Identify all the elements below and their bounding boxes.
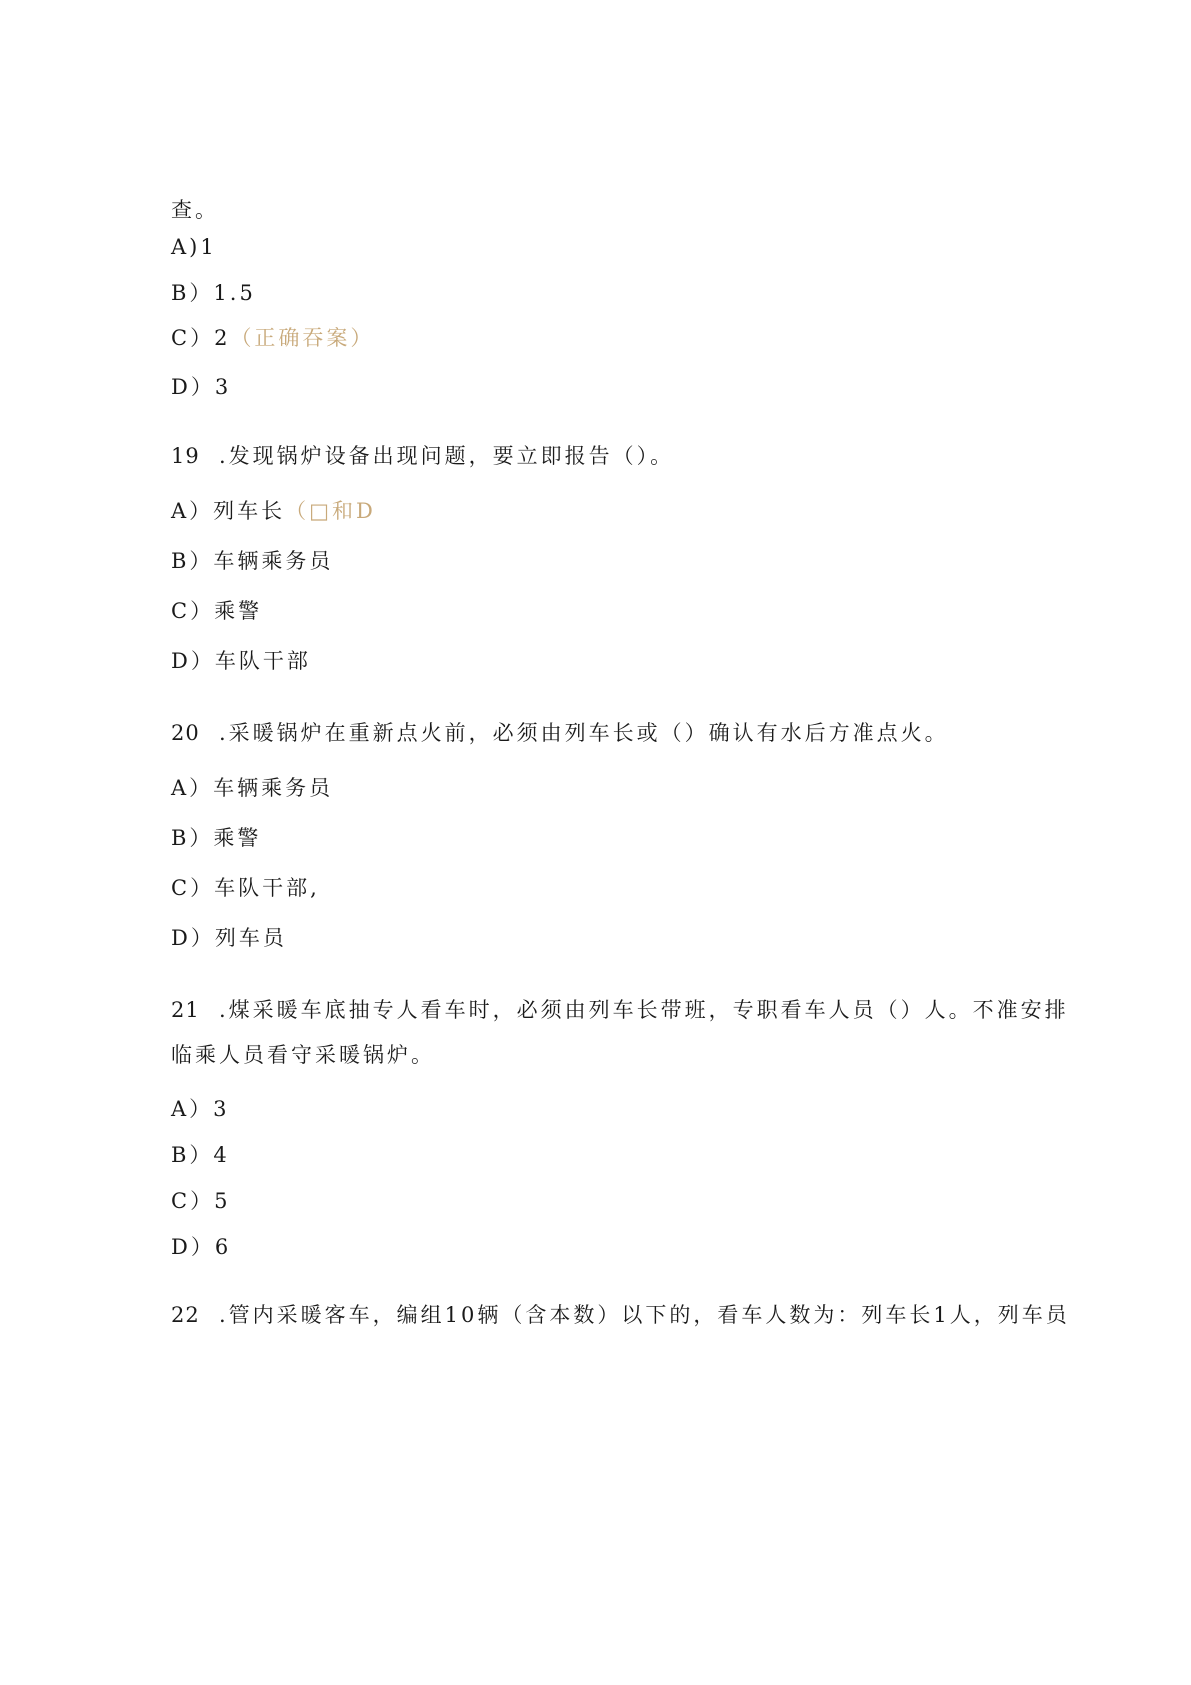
option-text: B）4 bbox=[171, 1143, 230, 1167]
option-b bbox=[171, 283, 256, 304]
option-text: C）车队干部, bbox=[171, 876, 320, 900]
option-text: B）1.5 bbox=[171, 281, 256, 305]
answer-mark: （正确吞案） bbox=[230, 326, 375, 350]
option-b bbox=[171, 1145, 230, 1166]
option-text: B）车辆乘务员 bbox=[171, 549, 334, 573]
option-b bbox=[171, 551, 333, 572]
option-a bbox=[171, 1099, 230, 1120]
question-text: .采暖锅炉在重新点火前，必须由列车长或（）确认有水后方准点火。 bbox=[219, 721, 949, 745]
option-text: D）车队干部 bbox=[171, 649, 311, 673]
option-text: B）乘警 bbox=[171, 826, 262, 850]
question-text: .管内采暖客车，编组10辆（含本数）以下的，看车人数为：列车长1人，列车员 bbox=[219, 1303, 1070, 1327]
option-c bbox=[171, 328, 374, 349]
option-a bbox=[171, 778, 333, 799]
question-number: 22 bbox=[171, 1303, 200, 1327]
option-text: D）列车员 bbox=[171, 926, 287, 950]
option-text: A）列车长 bbox=[171, 499, 286, 523]
continued-question-end bbox=[171, 200, 219, 221]
option-text: C）5 bbox=[171, 1189, 231, 1213]
answer-mark: （□和D bbox=[285, 499, 376, 523]
question-number: 20 bbox=[171, 721, 200, 745]
question-19 bbox=[171, 446, 674, 467]
question-text: 临乘人员看守采暖锅炉。 bbox=[171, 1043, 435, 1067]
option-d bbox=[171, 928, 287, 949]
option-text: A)1 bbox=[171, 235, 217, 259]
option-d bbox=[171, 377, 231, 398]
option-text: A）3 bbox=[171, 1097, 230, 1121]
question-21 bbox=[171, 1000, 1069, 1021]
option-c bbox=[171, 601, 262, 622]
question-text: .煤采暖车底抽专人看车时，必须由列车长带班，专职看车人员（）人。不准安排 bbox=[219, 998, 1069, 1022]
option-text: A）车辆乘务员 bbox=[171, 776, 334, 800]
option-a bbox=[171, 501, 376, 522]
text-line: 查。 bbox=[171, 198, 219, 222]
option-text: C）乘警 bbox=[171, 599, 263, 623]
option-text: D）3 bbox=[171, 375, 232, 399]
option-d bbox=[171, 651, 311, 672]
question-text: .发现锅炉设备出现问题，要立即报告（）。 bbox=[219, 444, 675, 468]
question-number: 19 bbox=[171, 444, 200, 468]
option-c bbox=[171, 1191, 230, 1212]
question-22 bbox=[171, 1305, 1070, 1326]
option-a bbox=[171, 237, 217, 258]
question-20 bbox=[171, 723, 949, 744]
option-b bbox=[171, 828, 261, 849]
option-text: C）2 bbox=[171, 326, 231, 350]
option-text: D）6 bbox=[171, 1235, 232, 1259]
option-c bbox=[171, 878, 320, 899]
option-d bbox=[171, 1237, 231, 1258]
question-21-continued bbox=[171, 1045, 435, 1066]
question-number: 21 bbox=[171, 998, 200, 1022]
